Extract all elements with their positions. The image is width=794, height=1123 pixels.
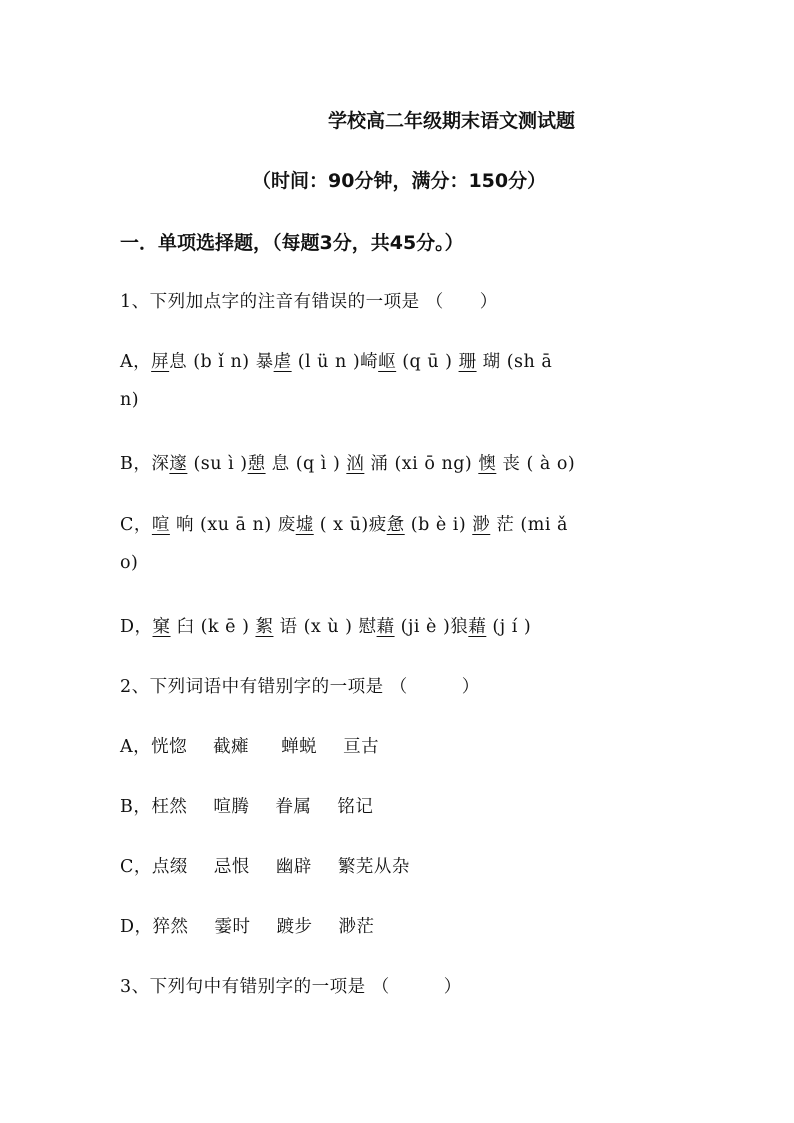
exam-info: （时间：90分钟，满分：150分） (252, 170, 547, 192)
question-1-option-b: B，深邃 (su ì )憩 息 (q ì ) 汹 涌 (xi ō ng) 懊 丧 ( à o) (120, 454, 576, 474)
page-title: 学校高二年级期末语文测试题 (328, 110, 576, 132)
question-2-option-b: B，枉然 喧腾 眷属 铭记 (120, 797, 374, 817)
question-1-option-a: A，屏息 (b ǐ n) 暴虐 (l ü n )崎岖 (q ū ) 珊 瑚 (sh ā (120, 352, 553, 372)
question-1-option-a-continued: n) (120, 390, 140, 410)
question-1-option-c: C，喧 响 (xu ā n) 废墟 ( x ū)疲惫 (b è i) 渺 茫 (mi ǎ (120, 515, 568, 535)
question-2-option-c: C，点缀 忌恨 幽辟 繁芜从杂 (120, 857, 410, 877)
question-1-option-c-continued: o) (120, 553, 139, 573)
question-3-stem: 3、下列句中有错别字的一项是 （ ） (120, 977, 462, 997)
question-2-option-d: D，猝然 霎时 踱步 渺茫 (120, 917, 375, 937)
question-2-option-a: A，恍惚 截瘫 蝉蜕 亘古 (120, 737, 380, 757)
question-2-stem: 2、下列词语中有错别字的一项是 （ ） (120, 677, 480, 697)
question-1-stem: 1、下列加点字的注音有错误的一项是 （ ） (120, 292, 498, 312)
section-heading: 一．单项选择题，（每题3分，共45分。） (120, 232, 464, 254)
question-1-option-d: D，窠 臼 (k ē ) 絮 语 (x ù ) 慰藉 (ji è )狼藉 (j í ) (120, 617, 532, 637)
